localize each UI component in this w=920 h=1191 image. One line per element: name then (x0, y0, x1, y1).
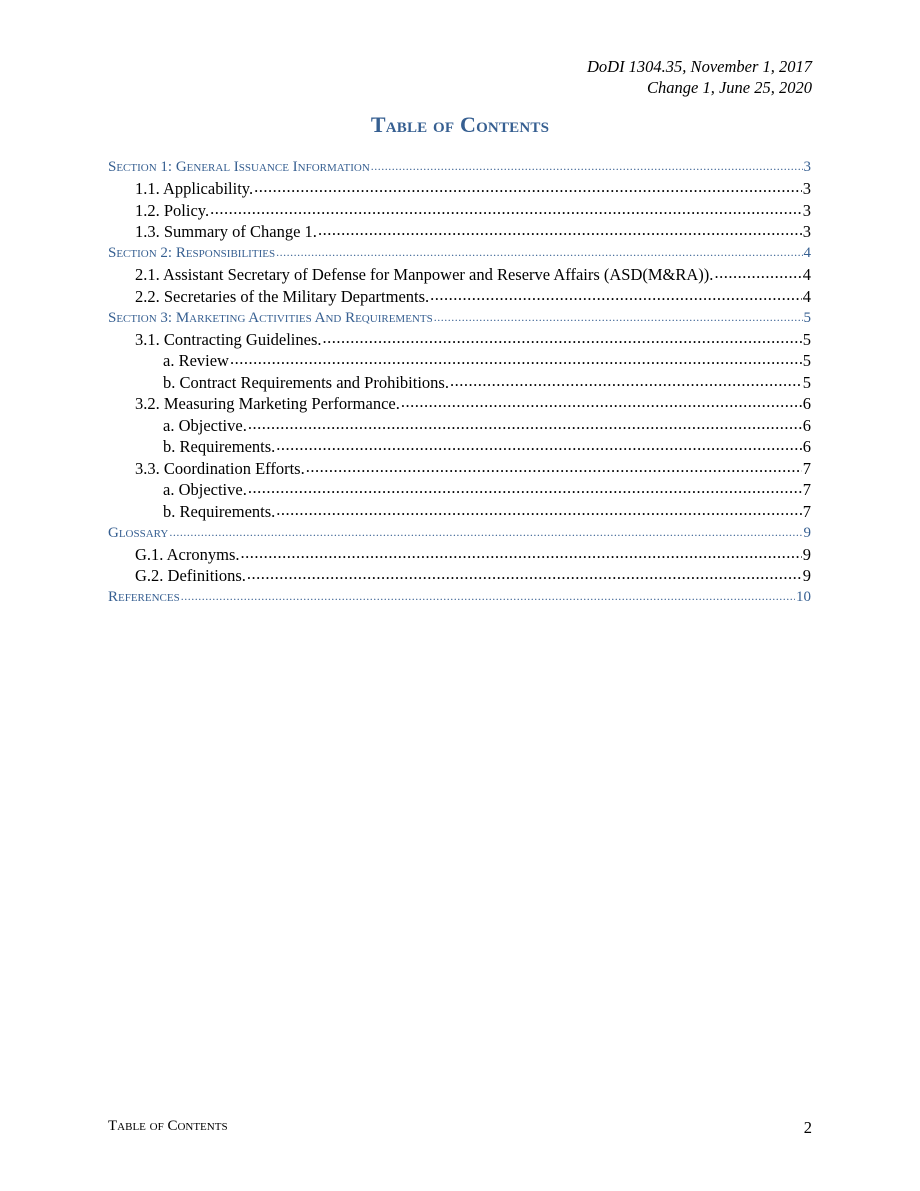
toc-entry-label: Section 3: Marketing Activities And Requirements (108, 309, 433, 326)
toc-entry-page: 9 (802, 566, 811, 585)
toc-entry-page: 5 (803, 309, 811, 326)
toc-entry-page: 10 (796, 589, 811, 605)
toc-entry-label: 3.2. Measuring Marketing Performance. (135, 394, 400, 413)
toc-entry-label: a. Objective. (163, 415, 247, 435)
toc-entry-label: a. Review (163, 351, 229, 370)
toc-entry-page: 5 (802, 329, 811, 349)
toc-entry-label: b. Requirements. (163, 437, 276, 456)
toc-entry-label: Section 2: Responsibilities (108, 245, 276, 261)
toc-dot-leader (254, 178, 802, 195)
footer-section-label: Table of Contents (108, 1118, 228, 1134)
toc-entry-link[interactable] (108, 264, 811, 286)
toc-dot-leader (306, 457, 802, 474)
toc-entry-label: Glossary (108, 524, 169, 541)
toc-entry-page: 6 (802, 437, 811, 456)
toc-section-link[interactable] (108, 156, 811, 178)
toc-entry-page: 7 (802, 501, 811, 521)
toc-dot-leader (230, 350, 802, 367)
toc-entry-page: 3 (802, 179, 811, 198)
toc-dot-leader (401, 393, 802, 410)
toc-dot-leader (276, 242, 802, 257)
toc-entry-link[interactable] (108, 328, 811, 350)
toc-entry-link[interactable] (108, 371, 811, 393)
toc-entry-page: 9 (803, 524, 811, 541)
toc-dot-leader (169, 522, 802, 537)
toc-entry-link[interactable] (108, 221, 811, 243)
toc-entry-page: 7 (802, 480, 811, 499)
toc-dot-leader (323, 328, 802, 345)
document-id-date: DoDI 1304.35, November 1, 2017 (586, 57, 812, 76)
toc-entry-link[interactable] (108, 457, 811, 479)
toc-dot-leader (248, 414, 802, 431)
toc-entry-label: G.2. Definitions. (135, 566, 246, 585)
toc-entry-link[interactable] (108, 285, 811, 307)
toc-entry-label: 3.1. Contracting Guidelines. (135, 329, 322, 349)
toc-section-link[interactable] (108, 522, 811, 544)
toc-entry-label: Section 1: General Issuance Information (108, 159, 370, 175)
document-header (587, 56, 812, 98)
toc-entry-page: 6 (802, 415, 811, 435)
toc-section-link[interactable] (108, 242, 811, 264)
toc-dot-leader (434, 307, 803, 322)
table-of-contents (108, 156, 811, 608)
toc-entry-label: 1.1. Applicability. (135, 179, 254, 198)
toc-entry-label: 3.3. Coordination Efforts. (135, 458, 305, 478)
toc-entry-page: 3 (802, 200, 811, 220)
toc-entry-page: 4 (803, 245, 811, 261)
toc-dot-leader (181, 586, 795, 601)
toc-entry-page: 7 (802, 458, 811, 478)
toc-entry-link[interactable] (108, 178, 811, 200)
toc-entry-label: b. Contract Requirements and Prohibitions. (163, 372, 449, 392)
toc-entry-link[interactable] (108, 414, 811, 436)
toc-entry-page: 6 (802, 394, 811, 413)
toc-dot-leader (247, 565, 802, 582)
page-title: Table of Contents (370, 112, 550, 137)
toc-entry-label: 1.3. Summary of Change 1. (135, 222, 317, 241)
toc-entry-label: References (108, 589, 180, 605)
toc-entry-label: 1.2. Policy. (135, 200, 210, 220)
toc-entry-link[interactable] (108, 479, 811, 501)
toc-entry-label: a. Objective. (163, 480, 247, 499)
change-date: Change 1, June 25, 2020 (647, 78, 812, 97)
toc-dot-leader (430, 285, 802, 302)
toc-entry-page: 3 (803, 159, 811, 175)
toc-dot-leader (210, 199, 802, 216)
toc-entry-label: 2.1. Assistant Secretary of Defense for Manpower and Reserve Affairs (ASD(M&RA)). (135, 265, 714, 284)
toc-dot-leader (276, 500, 801, 517)
toc-entry-page: 4 (802, 286, 811, 306)
footer-page-number: 2 (803, 1118, 812, 1137)
toc-dot-leader (450, 371, 802, 388)
toc-entry-link[interactable] (108, 565, 811, 587)
toc-entry-label: 2.2. Secretaries of the Military Departments. (135, 286, 430, 306)
toc-dot-leader (276, 436, 801, 453)
toc-dot-leader (714, 264, 801, 281)
toc-entry-link[interactable] (108, 543, 811, 565)
toc-entry-link[interactable] (108, 199, 811, 221)
toc-entry-label: b. Requirements. (163, 501, 276, 521)
toc-dot-leader (318, 221, 802, 238)
toc-entry-page: 5 (802, 372, 811, 392)
toc-dot-leader (241, 543, 802, 560)
toc-entry-link[interactable] (108, 436, 811, 458)
toc-entry-page: 5 (802, 351, 811, 370)
toc-entry-link[interactable] (108, 350, 811, 372)
toc-dot-leader (371, 156, 803, 171)
toc-entry-page: 9 (802, 544, 811, 564)
toc-entry-page: 3 (802, 222, 811, 241)
toc-section-link[interactable] (108, 586, 811, 608)
toc-entry-page: 4 (802, 265, 811, 284)
toc-section-link[interactable] (108, 307, 811, 329)
toc-entry-link[interactable] (108, 500, 811, 522)
toc-entry-label: G.1. Acronyms. (135, 544, 240, 564)
toc-entry-link[interactable] (108, 393, 811, 415)
toc-dot-leader (248, 479, 802, 496)
